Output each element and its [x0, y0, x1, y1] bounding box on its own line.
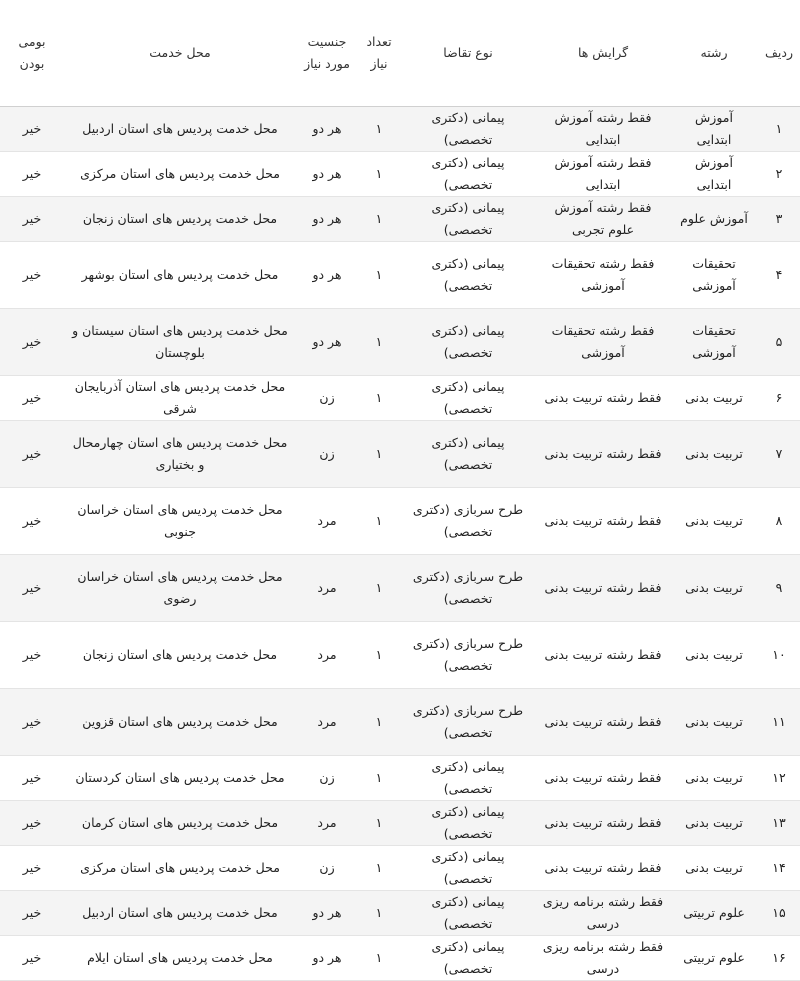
major-cell: علوم تربیتی — [670, 936, 758, 981]
header-location: محل خدمت — [64, 0, 296, 107]
count-cell: ۱ — [358, 242, 400, 309]
request-type-cell: طرح سربازی (دکتری تخصصی) — [400, 555, 536, 622]
row-number-cell: ۱۰ — [758, 622, 800, 689]
major-cell: تربیت بدنی — [670, 801, 758, 846]
major-cell: تحقیقات آموزشی — [670, 309, 758, 376]
table-row — [0, 756, 800, 801]
row-number-cell: ۲ — [758, 152, 800, 197]
native-cell: خیر — [0, 421, 64, 488]
table-row — [0, 152, 800, 197]
gender-cell: هر دو — [296, 197, 358, 242]
gender-cell: زن — [296, 846, 358, 891]
request-type-cell: پیمانی (دکتری تخصصی) — [400, 242, 536, 309]
location-cell: محل خدمت پردیس های استان مرکزی — [64, 152, 296, 197]
orientation-cell: فقط رشته تربیت بدنی — [536, 622, 670, 689]
count-cell: ۱ — [358, 846, 400, 891]
orientation-cell: فقط رشته تربیت بدنی — [536, 801, 670, 846]
count-cell: ۱ — [358, 756, 400, 801]
table-row — [0, 376, 800, 421]
orientation-cell: فقط رشته تحقیقات آموزشی — [536, 242, 670, 309]
table-row — [0, 622, 800, 689]
request-type-cell: پیمانی (دکتری تخصصی) — [400, 891, 536, 936]
major-cell: تربیت بدنی — [670, 689, 758, 756]
location-cell: محل خدمت پردیس های استان زنجان — [64, 622, 296, 689]
table-row — [0, 488, 800, 555]
major-cell: آموزش ابتدایی — [670, 152, 758, 197]
row-number-cell: ۵ — [758, 309, 800, 376]
location-cell: محل خدمت پردیس های استان قزوین — [64, 689, 296, 756]
native-cell: خیر — [0, 488, 64, 555]
request-type-cell: طرح سربازی (دکتری تخصصی) — [400, 689, 536, 756]
orientation-cell: فقط رشته تربیت بدنی — [536, 689, 670, 756]
header-count: تعداد نیاز — [358, 0, 400, 107]
table-row — [0, 891, 800, 936]
gender-cell: مرد — [296, 689, 358, 756]
location-cell: محل خدمت پردیس های استان اردبیل — [64, 107, 296, 152]
table-row — [0, 801, 800, 846]
count-cell: ۱ — [358, 936, 400, 981]
gender-cell: مرد — [296, 488, 358, 555]
location-cell: محل خدمت پردیس های استان مرکزی — [64, 846, 296, 891]
count-cell: ۱ — [358, 622, 400, 689]
count-cell: ۱ — [358, 197, 400, 242]
table-row — [0, 689, 800, 756]
header-gender: جنسیت مورد نیاز — [296, 0, 358, 107]
row-number-cell: ۹ — [758, 555, 800, 622]
native-cell: خیر — [0, 756, 64, 801]
table-row — [0, 936, 800, 981]
native-cell: خیر — [0, 309, 64, 376]
major-cell: تربیت بدنی — [670, 376, 758, 421]
count-cell: ۱ — [358, 801, 400, 846]
native-cell: خیر — [0, 242, 64, 309]
major-cell: تربیت بدنی — [670, 421, 758, 488]
gender-cell: هر دو — [296, 152, 358, 197]
major-cell: تربیت بدنی — [670, 622, 758, 689]
count-cell: ۱ — [358, 421, 400, 488]
row-number-cell: ۴ — [758, 242, 800, 309]
orientation-cell: فقط رشته آموزش ابتدایی — [536, 152, 670, 197]
native-cell: خیر — [0, 555, 64, 622]
count-cell: ۱ — [358, 376, 400, 421]
orientation-cell: فقط رشته آموزش ابتدایی — [536, 107, 670, 152]
header-row — [0, 0, 800, 107]
request-type-cell: طرح سربازی (دکتری تخصصی) — [400, 622, 536, 689]
request-type-cell: پیمانی (دکتری تخصصی) — [400, 936, 536, 981]
count-cell: ۱ — [358, 309, 400, 376]
header-row-number: ردیف — [758, 0, 800, 107]
row-number-cell: ۸ — [758, 488, 800, 555]
header-native: بومی بودن — [0, 0, 64, 107]
gender-cell: مرد — [296, 555, 358, 622]
orientation-cell: فقط رشته تحقیقات آموزشی — [536, 309, 670, 376]
row-number-cell: ۱۴ — [758, 846, 800, 891]
orientation-cell: فقط رشته تربیت بدنی — [536, 488, 670, 555]
native-cell: خیر — [0, 622, 64, 689]
orientation-cell: فقط رشته تربیت بدنی — [536, 376, 670, 421]
location-cell: محل خدمت پردیس های استان آذربایجان شرقی — [64, 376, 296, 421]
request-type-cell: پیمانی (دکتری تخصصی) — [400, 846, 536, 891]
location-cell: محل خدمت پردیس های استان خراسان رضوی — [64, 555, 296, 622]
major-cell: آموزش ابتدایی — [670, 107, 758, 152]
table-row — [0, 555, 800, 622]
orientation-cell: فقط رشته برنامه ریزی درسی — [536, 891, 670, 936]
orientation-cell: فقط رشته برنامه ریزی درسی — [536, 936, 670, 981]
native-cell: خیر — [0, 107, 64, 152]
row-number-cell: ۱۶ — [758, 936, 800, 981]
location-cell: محل خدمت پردیس های استان کردستان — [64, 756, 296, 801]
request-type-cell: پیمانی (دکتری تخصصی) — [400, 801, 536, 846]
orientation-cell: فقط رشته تربیت بدنی — [536, 421, 670, 488]
native-cell: خیر — [0, 152, 64, 197]
row-number-cell: ۳ — [758, 197, 800, 242]
count-cell: ۱ — [358, 107, 400, 152]
native-cell: خیر — [0, 689, 64, 756]
request-type-cell: پیمانی (دکتری تخصصی) — [400, 376, 536, 421]
location-cell: محل خدمت پردیس های استان ایلام — [64, 936, 296, 981]
table-row — [0, 421, 800, 488]
table-row — [0, 107, 800, 152]
header-request-type: نوع تقاضا — [400, 0, 536, 107]
orientation-cell: فقط رشته آموزش علوم تجربی — [536, 197, 670, 242]
major-cell: علوم تربیتی — [670, 891, 758, 936]
native-cell: خیر — [0, 801, 64, 846]
table-row — [0, 846, 800, 891]
table-row — [0, 197, 800, 242]
gender-cell: هر دو — [296, 891, 358, 936]
gender-cell: مرد — [296, 801, 358, 846]
location-cell: محل خدمت پردیس های استان اردبیل — [64, 891, 296, 936]
header-orientation: گرایش ها — [536, 0, 670, 107]
header-major: رشته — [670, 0, 758, 107]
major-cell: تربیت بدنی — [670, 846, 758, 891]
request-type-cell: پیمانی (دکتری تخصصی) — [400, 197, 536, 242]
orientation-cell: فقط رشته تربیت بدنی — [536, 846, 670, 891]
orientation-cell: فقط رشته تربیت بدنی — [536, 555, 670, 622]
location-cell: محل خدمت پردیس های استان بوشهر — [64, 242, 296, 309]
location-cell: محل خدمت پردیس های استان کرمان — [64, 801, 296, 846]
count-cell: ۱ — [358, 488, 400, 555]
request-type-cell: پیمانی (دکتری تخصصی) — [400, 107, 536, 152]
request-type-cell: پیمانی (دکتری تخصصی) — [400, 421, 536, 488]
gender-cell: هر دو — [296, 107, 358, 152]
major-cell: تربیت بدنی — [670, 555, 758, 622]
location-cell: محل خدمت پردیس های استان خراسان جنوبی — [64, 488, 296, 555]
row-number-cell: ۱۱ — [758, 689, 800, 756]
location-cell: محل خدمت پردیس های استان چهارمحال و بختیاری — [64, 421, 296, 488]
native-cell: خیر — [0, 936, 64, 981]
row-number-cell: ۷ — [758, 421, 800, 488]
native-cell: خیر — [0, 846, 64, 891]
request-type-cell: پیمانی (دکتری تخصصی) — [400, 756, 536, 801]
native-cell: خیر — [0, 376, 64, 421]
native-cell: خیر — [0, 197, 64, 242]
row-number-cell: ۱۲ — [758, 756, 800, 801]
gender-cell: زن — [296, 421, 358, 488]
row-number-cell: ۱ — [758, 107, 800, 152]
count-cell: ۱ — [358, 891, 400, 936]
gender-cell: هر دو — [296, 242, 358, 309]
major-cell: تحقیقات آموزشی — [670, 242, 758, 309]
row-number-cell: ۱۵ — [758, 891, 800, 936]
gender-cell: مرد — [296, 622, 358, 689]
request-type-cell: طرح سربازی (دکتری تخصصی) — [400, 488, 536, 555]
orientation-cell: فقط رشته تربیت بدنی — [536, 756, 670, 801]
row-number-cell: ۶ — [758, 376, 800, 421]
request-type-cell: پیمانی (دکتری تخصصی) — [400, 309, 536, 376]
major-cell: تربیت بدنی — [670, 488, 758, 555]
gender-cell: هر دو — [296, 936, 358, 981]
gender-cell: هر دو — [296, 309, 358, 376]
gender-cell: زن — [296, 756, 358, 801]
gender-cell: زن — [296, 376, 358, 421]
count-cell: ۱ — [358, 152, 400, 197]
table-body — [0, 107, 800, 981]
location-cell: محل خدمت پردیس های استان زنجان — [64, 197, 296, 242]
major-cell: آموزش علوم — [670, 197, 758, 242]
major-cell: تربیت بدنی — [670, 756, 758, 801]
count-cell: ۱ — [358, 555, 400, 622]
row-number-cell: ۱۳ — [758, 801, 800, 846]
table-row — [0, 242, 800, 309]
count-cell: ۱ — [358, 689, 400, 756]
location-cell: محل خدمت پردیس های استان سیستان و بلوچستان — [64, 309, 296, 376]
native-cell: خیر — [0, 891, 64, 936]
table-row — [0, 309, 800, 376]
request-type-cell: پیمانی (دکتری تخصصی) — [400, 152, 536, 197]
